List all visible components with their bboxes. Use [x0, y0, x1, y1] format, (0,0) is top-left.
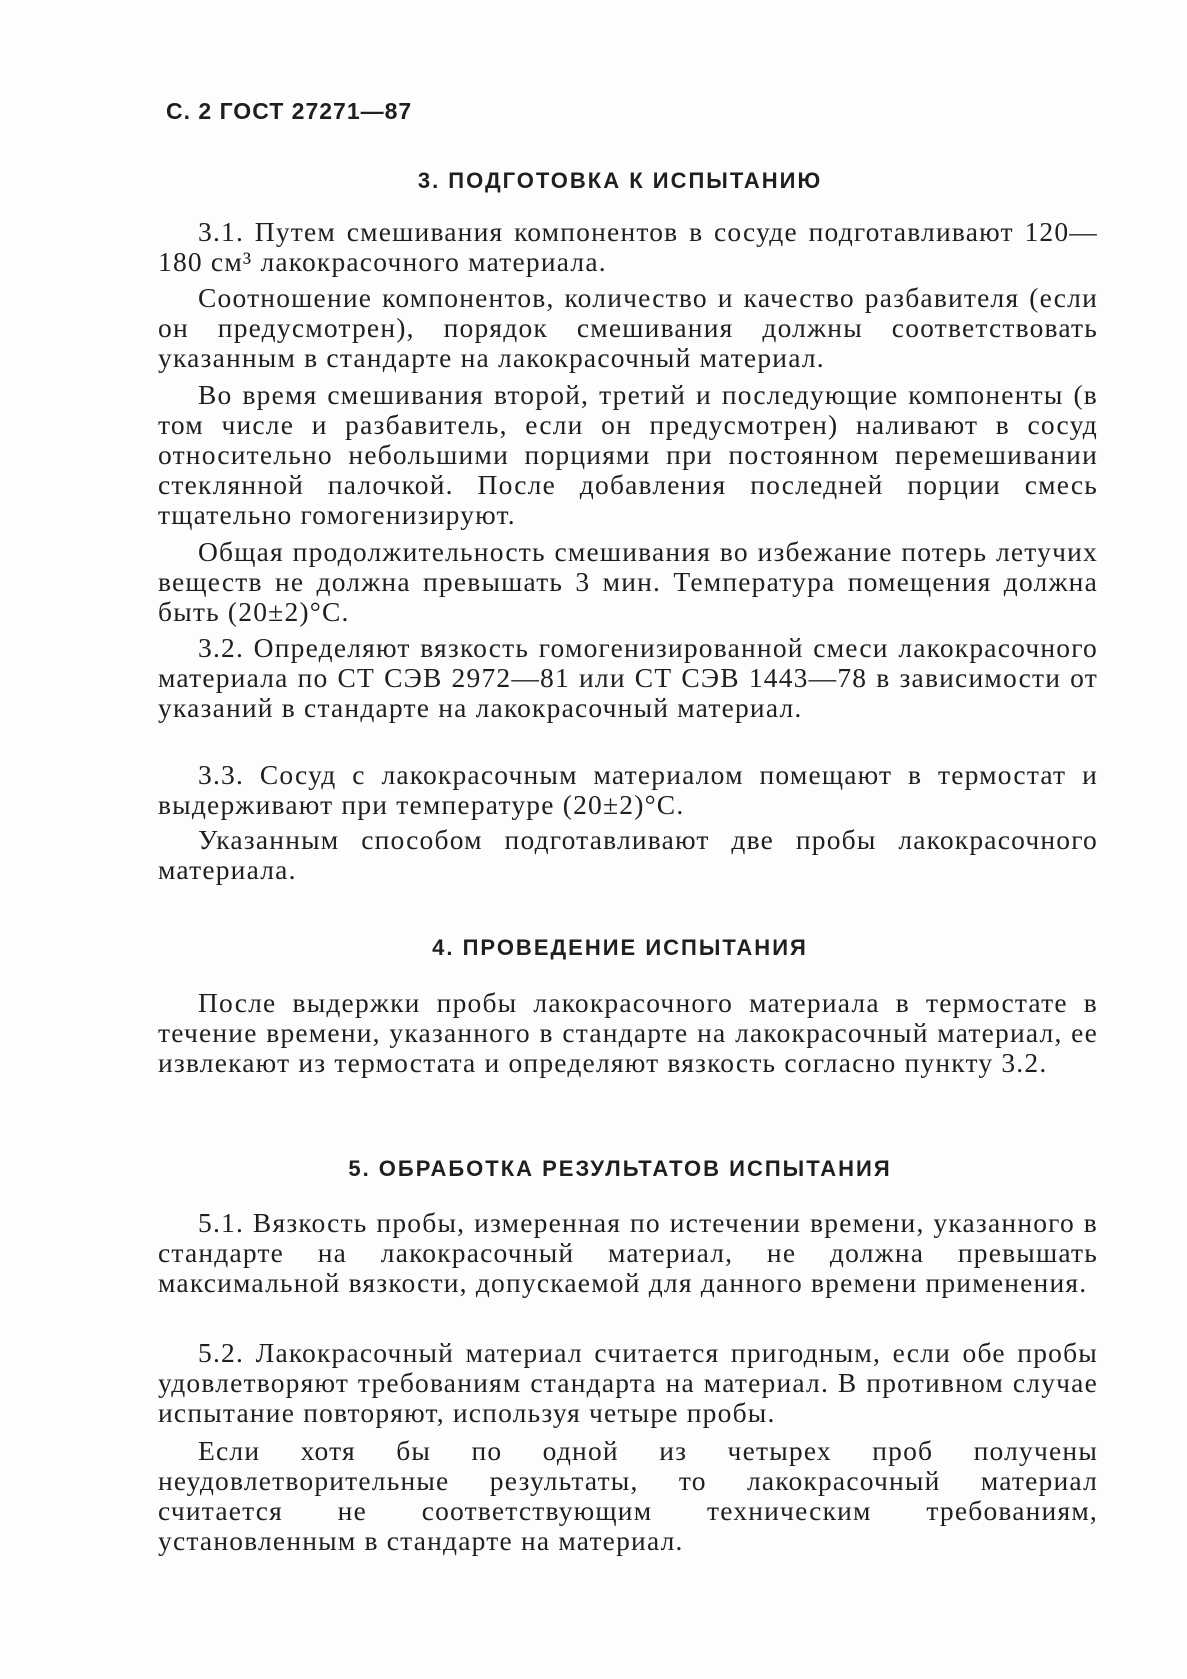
paragraph-3-1-ratio: Соотношение компонентов, количество и качество разбавителя (если он предусмотрен), порядок смешивания должны соответствовать указанным в стандарте на лакокрасочный материал.: [158, 282, 1098, 373]
section-4-heading: 4. ПРОВЕДЕНИЕ ИСПЫТАНИЯ: [432, 935, 808, 960]
paragraph-4: После выдержки пробы лакокрасочного материала в термостате в течение времени, указанного в стандарте на лакокрасочный материал, ее извлекают из термостата и определяют вязкость согласно пункту 3.2.: [158, 987, 1098, 1078]
paragraph-5-2-repeat: Если хотя бы по одной из четырех проб получены неудовлетворительные результаты, то лакокрасочный материал считается не соответствующим техническим требованиям, установленным в стандарте на материал.: [158, 1435, 1098, 1556]
paragraph-3-1-mixing: Во время смешивания второй, третий и последующие компоненты (в том числе и разбавитель, если он предусмотрен) наливают в сосуд относительно небольшими порциями при постоянном перемешивании стеклянной палочкой. После добавления последней порции смесь тщательно гомогенизируют.: [158, 379, 1098, 530]
running-head: С. 2 ГОСТ 27271—87: [166, 98, 413, 124]
paragraph-5-2: 5.2. Лакокрасочный материал считается пригодным, если обе пробы удовлетворяют требованиям стандарта на материал. В противном случае испытание повторяют, используя четыре пробы.: [158, 1337, 1098, 1428]
paragraph-5-1: 5.1. Вязкость пробы, измеренная по истечении времени, указанного в стандарте на лакокрасочный материал, не должна превышать максимальной вязкости, допускаемой для данного времени применения.: [158, 1207, 1098, 1298]
section-5-heading: 5. ОБРАБОТКА РЕЗУЛЬТАТОВ ИСПЫТАНИЯ: [348, 1156, 892, 1181]
paragraph-3-1: 3.1. Путем смешивания компонентов в сосуде подготавливают 120—180 см³ лакокрасочного материала.: [158, 216, 1098, 277]
paragraph-3-3: 3.3. Сосуд с лакокрасочным материалом помещают в термостат и выдерживают при температуре (20±2)°С.: [158, 759, 1098, 820]
paragraph-3-2: 3.2. Определяют вязкость гомогенизированной смеси лакокрасочного материала по СТ СЭВ 2972—81 или СТ СЭВ 1443—78 в зависимости от указаний в стандарте на лакокрасочный материал.: [158, 632, 1098, 723]
paragraph-3-1-duration: Общая продолжительность смешивания во избежание потерь летучих веществ не должна превышать 3 мин. Температура помещения должна быть (20±2)°С.: [158, 536, 1098, 627]
section-3-heading: 3. ПОДГОТОВКА К ИСПЫТАНИЮ: [417, 168, 823, 193]
paragraph-3-3-samples: Указанным способом подготавливают две пробы лакокрасочного материала.: [158, 824, 1098, 885]
